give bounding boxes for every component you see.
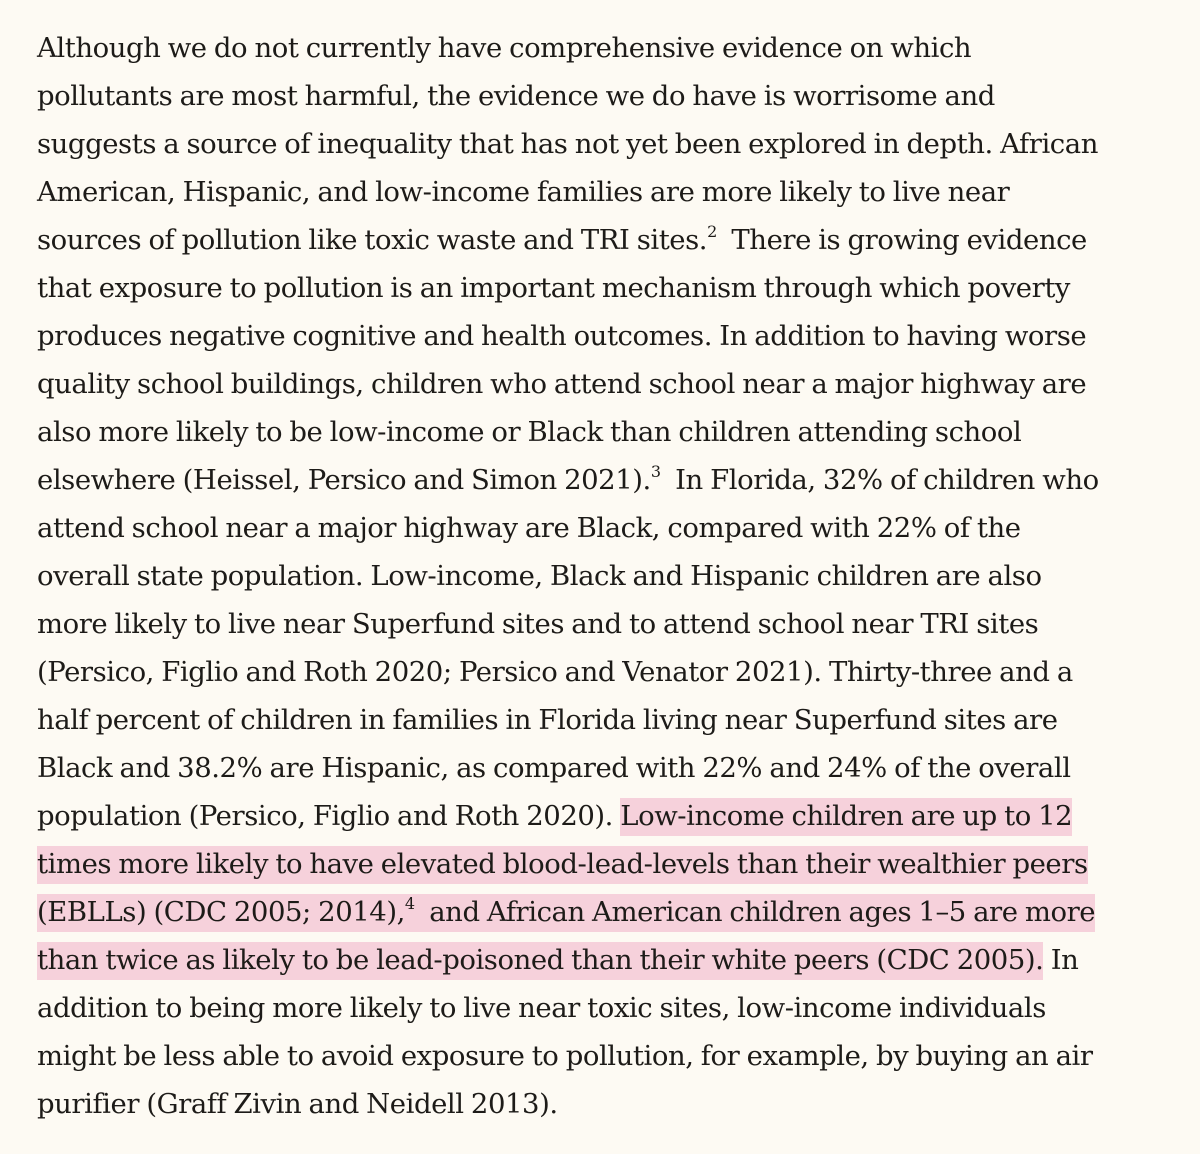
text-line	[37, 840, 1187, 888]
text-line: Although we do not currently have comprehensive evidence on which	[37, 32, 972, 64]
highlighted-text[interactable]: (EBLLs) (CDC 2005; 2014),$^4$ and African American children ages 1–5 are more	[37, 894, 1095, 932]
text-line: Black and 38.2% are Hispanic, as compared with 22% and 24% of the overall	[37, 752, 1071, 784]
text-line: suggests a source of inequality that has not yet been explored in depth. African	[37, 128, 1098, 160]
text-line: produces negative cognitive and health outcomes. In addition to having worse	[37, 320, 1087, 352]
text-line: than twice as likely to be lead-poisoned than their white peers (CDC 2005). In	[37, 936, 1187, 984]
text-line: half percent of children in families in Florida living near Superfund sites are	[37, 704, 1058, 736]
text-line: more likely to live near Superfund sites and to attend school near TRI sites	[37, 608, 1039, 640]
text-line: sources of pollution like toxic waste and TRI sites.$^2$ There is growing evidence	[37, 222, 1087, 256]
text-line: American, Hispanic, and low-income families are more likely to live near	[37, 176, 1010, 208]
footnote-marker[interactable]: 4	[404, 894, 415, 913]
highlighted-text[interactable]: than twice as likely to be lead-poisoned than their white peers (CDC 2005).	[37, 942, 1043, 980]
text-line: addition to being more likely to live near toxic sites, low-income individuals	[37, 992, 1046, 1024]
text-line	[37, 888, 1187, 936]
footnote-marker[interactable]: 3	[650, 462, 661, 481]
text-line: elsewhere (Heissel, Persico and Simon 2021).$^3$ In Florida, 32% of children who	[37, 462, 1099, 496]
highlighted-text[interactable]: times more likely to have elevated blood-lead-levels than their wealthier peers	[37, 846, 1088, 884]
text-line: also more likely to be low-income or Black than children attending school	[37, 416, 1022, 448]
text-line: overall state population. Low-income, Black and Hispanic children are also	[37, 560, 1042, 592]
text-line: might be less able to avoid exposure to pollution, for example, by buying an air	[37, 1040, 1093, 1072]
text-line: purifier (Graff Zivin and Neidell 2013).	[37, 1088, 558, 1120]
text-line: (Persico, Figlio and Roth 2020; Persico and Venator 2021). Thirty-three and a	[37, 656, 1073, 688]
article-paragraph	[37, 24, 1187, 1128]
highlighted-text[interactable]: Low-income children are up to 12	[620, 798, 1072, 836]
text-line: pollutants are most harmful, the evidence we do have is worrisome and	[37, 80, 995, 112]
text-line: population (Persico, Figlio and Roth 2020). Low-income children are up to 12	[37, 792, 1187, 840]
text-line: attend school near a major highway are Black, compared with 22% of the	[37, 512, 1021, 544]
text-line: quality school buildings, children who attend school near a major highway are	[37, 368, 1087, 400]
text-line: that exposure to pollution is an important mechanism through which poverty	[37, 272, 1071, 304]
footnote-marker[interactable]: 2	[707, 222, 717, 241]
